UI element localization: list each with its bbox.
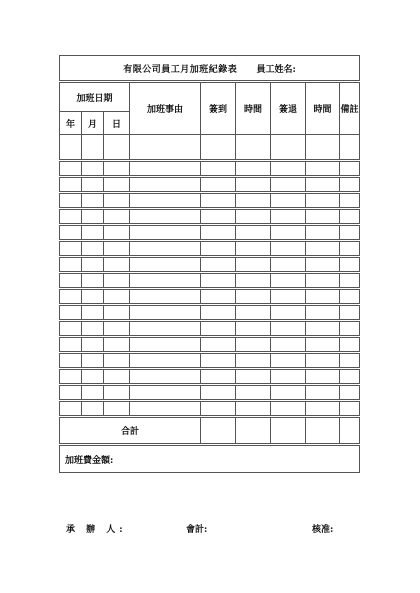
cell[interactable] [306,401,340,417]
table-row [60,353,360,369]
accounting-signature-label: 會計: [186,525,208,535]
cell[interactable] [271,273,306,289]
cell[interactable] [104,337,130,353]
cell[interactable] [271,257,306,273]
sign-out-header: 簽退 [271,82,306,135]
cell[interactable] [201,193,236,209]
cell[interactable] [130,135,201,161]
cell[interactable] [271,241,306,257]
cell[interactable] [201,289,236,305]
cell[interactable] [340,209,360,225]
cell[interactable] [104,225,130,241]
cell[interactable] [104,401,130,417]
cell[interactable] [104,273,130,289]
cell[interactable] [306,241,340,257]
cell[interactable] [306,321,340,337]
cell[interactable] [60,193,82,209]
cell[interactable] [340,241,360,257]
cell[interactable] [60,401,82,417]
cell[interactable] [60,385,82,401]
cell[interactable] [104,321,130,337]
cell[interactable] [60,161,82,177]
cell[interactable] [340,337,360,353]
cell[interactable] [236,161,271,177]
reason-header: 加班事由 [130,82,201,135]
cell[interactable] [340,161,360,177]
cell[interactable] [236,241,271,257]
cell[interactable] [306,209,340,225]
cell[interactable] [271,401,306,417]
cell[interactable] [130,161,201,177]
cell[interactable] [130,385,201,401]
cell[interactable] [236,385,271,401]
cell[interactable] [236,305,271,321]
cell[interactable] [236,369,271,385]
cell[interactable] [201,385,236,401]
cell[interactable] [130,305,201,321]
cell[interactable] [236,209,271,225]
cell[interactable] [82,353,104,369]
cell[interactable] [201,337,236,353]
cell[interactable] [271,161,306,177]
cell[interactable] [201,417,236,445]
cell[interactable] [201,241,236,257]
cell[interactable] [104,385,130,401]
cell[interactable] [130,337,201,353]
cell[interactable] [104,135,130,161]
table-row [60,257,360,273]
cell[interactable] [236,225,271,241]
employee-name-label: 員工姓名: [256,64,296,75]
cell[interactable] [201,321,236,337]
table-row [60,289,360,305]
table-row [60,193,360,209]
cell[interactable] [104,161,130,177]
cell[interactable] [60,353,82,369]
cell[interactable] [104,209,130,225]
cell[interactable] [82,321,104,337]
date-group-header: 加班日期 [60,82,130,112]
cell[interactable] [104,177,130,193]
cell[interactable] [82,161,104,177]
cell[interactable] [82,209,104,225]
cell[interactable] [104,257,130,273]
cell[interactable] [82,177,104,193]
table-row [60,321,360,337]
cell[interactable] [82,369,104,385]
cell[interactable] [130,241,201,257]
cell[interactable] [60,135,82,161]
cell[interactable] [104,289,130,305]
cell[interactable] [340,135,360,161]
cell[interactable] [201,353,236,369]
table-row [60,209,360,225]
cell[interactable] [340,273,360,289]
cell[interactable] [340,385,360,401]
cell[interactable] [236,337,271,353]
cell[interactable] [201,225,236,241]
cell[interactable] [306,385,340,401]
cell[interactable] [271,177,306,193]
cell[interactable] [306,177,340,193]
form-title-cell [60,56,360,82]
cell[interactable] [271,385,306,401]
cell[interactable] [306,305,340,321]
cell[interactable] [236,177,271,193]
cell[interactable] [236,417,271,445]
cell[interactable] [60,225,82,241]
cell[interactable] [104,305,130,321]
table-row [60,225,360,241]
table-row [60,369,360,385]
cell[interactable] [236,321,271,337]
cell[interactable] [60,369,82,385]
cell[interactable] [340,369,360,385]
cell[interactable] [60,177,82,193]
cell[interactable] [82,337,104,353]
cell[interactable] [104,193,130,209]
cell[interactable] [82,289,104,305]
cell[interactable] [201,135,236,161]
cell[interactable] [271,289,306,305]
cell[interactable] [82,135,104,161]
cell[interactable] [340,225,360,241]
cell[interactable] [306,337,340,353]
cell[interactable] [271,193,306,209]
cell[interactable] [236,273,271,289]
cell[interactable] [236,353,271,369]
cell[interactable] [306,193,340,209]
cell[interactable] [104,353,130,369]
table-row [60,273,360,289]
cell[interactable] [130,257,201,273]
cell[interactable] [130,321,201,337]
form-title: 有限公司員工月加班紀錄表 [123,64,238,75]
cell[interactable] [340,257,360,273]
cell[interactable] [306,135,340,161]
cell[interactable] [60,241,82,257]
cell[interactable] [340,177,360,193]
year-header: 年 [60,112,82,135]
cell[interactable] [271,369,306,385]
total-label: 合計 [60,417,201,445]
cell[interactable] [201,273,236,289]
cell[interactable] [60,257,82,273]
cell[interactable] [236,257,271,273]
approval-signature-label: 核准: [312,525,334,535]
cell[interactable] [130,353,201,369]
cell[interactable] [340,289,360,305]
cell[interactable] [82,305,104,321]
cell[interactable] [306,161,340,177]
cell[interactable] [306,273,340,289]
cell[interactable] [271,337,306,353]
sign-in-header: 簽到 [201,82,236,135]
cell[interactable] [340,401,360,417]
cell[interactable] [271,225,306,241]
cell[interactable] [104,241,130,257]
cell[interactable] [201,401,236,417]
cell[interactable] [130,225,201,241]
cell[interactable] [306,369,340,385]
cell[interactable] [60,289,82,305]
cell[interactable] [82,225,104,241]
cell[interactable] [82,385,104,401]
day-header: 日 [104,112,130,135]
cell[interactable] [201,305,236,321]
cell[interactable] [271,135,306,161]
sign-out-time-header: 時間 [306,82,340,135]
table-row [60,241,360,257]
remarks-header: 備註 [340,82,360,135]
cell[interactable] [236,135,271,161]
cell[interactable] [236,401,271,417]
cell[interactable] [130,401,201,417]
cell[interactable] [130,193,201,209]
cell[interactable] [201,257,236,273]
cell[interactable] [130,369,201,385]
cell[interactable] [82,257,104,273]
cell[interactable] [271,209,306,225]
cell[interactable] [201,209,236,225]
table-row [60,177,360,193]
cell[interactable] [271,417,306,445]
cell[interactable] [306,225,340,241]
cell[interactable] [340,353,360,369]
cell[interactable] [306,353,340,369]
table-row [60,337,360,353]
sign-in-time-header: 時間 [236,82,271,135]
cell[interactable] [236,193,271,209]
cell[interactable] [130,273,201,289]
cell[interactable] [130,177,201,193]
cell[interactable] [82,401,104,417]
cell[interactable] [82,273,104,289]
cell[interactable] [236,289,271,305]
cell[interactable] [306,417,340,445]
overtime-record-table [59,55,360,473]
table-row [60,135,360,161]
cell[interactable] [60,337,82,353]
table-row [60,385,360,401]
cell[interactable] [271,305,306,321]
overtime-fee-label[interactable]: 加班費金額: [60,445,360,473]
overtime-fee-row [60,445,360,473]
cell[interactable] [306,257,340,273]
table-row [60,161,360,177]
cell[interactable] [82,241,104,257]
cell[interactable] [340,193,360,209]
cell[interactable] [60,321,82,337]
table-row [60,401,360,417]
cell[interactable] [104,369,130,385]
cell[interactable] [271,353,306,369]
cell[interactable] [60,305,82,321]
cell[interactable] [130,209,201,225]
cell[interactable] [60,209,82,225]
cell[interactable] [60,273,82,289]
cell[interactable] [201,161,236,177]
cell[interactable] [340,305,360,321]
table-row [60,305,360,321]
cell[interactable] [82,193,104,209]
cell[interactable] [130,289,201,305]
cell[interactable] [306,289,340,305]
cell[interactable] [340,321,360,337]
total-row [60,417,360,445]
month-header: 月 [82,112,104,135]
cell[interactable] [271,321,306,337]
handler-signature-label: 承 辦 人: [66,525,127,535]
cell[interactable] [340,417,360,445]
cell[interactable] [201,369,236,385]
signature-line [66,522,346,536]
cell[interactable] [201,177,236,193]
